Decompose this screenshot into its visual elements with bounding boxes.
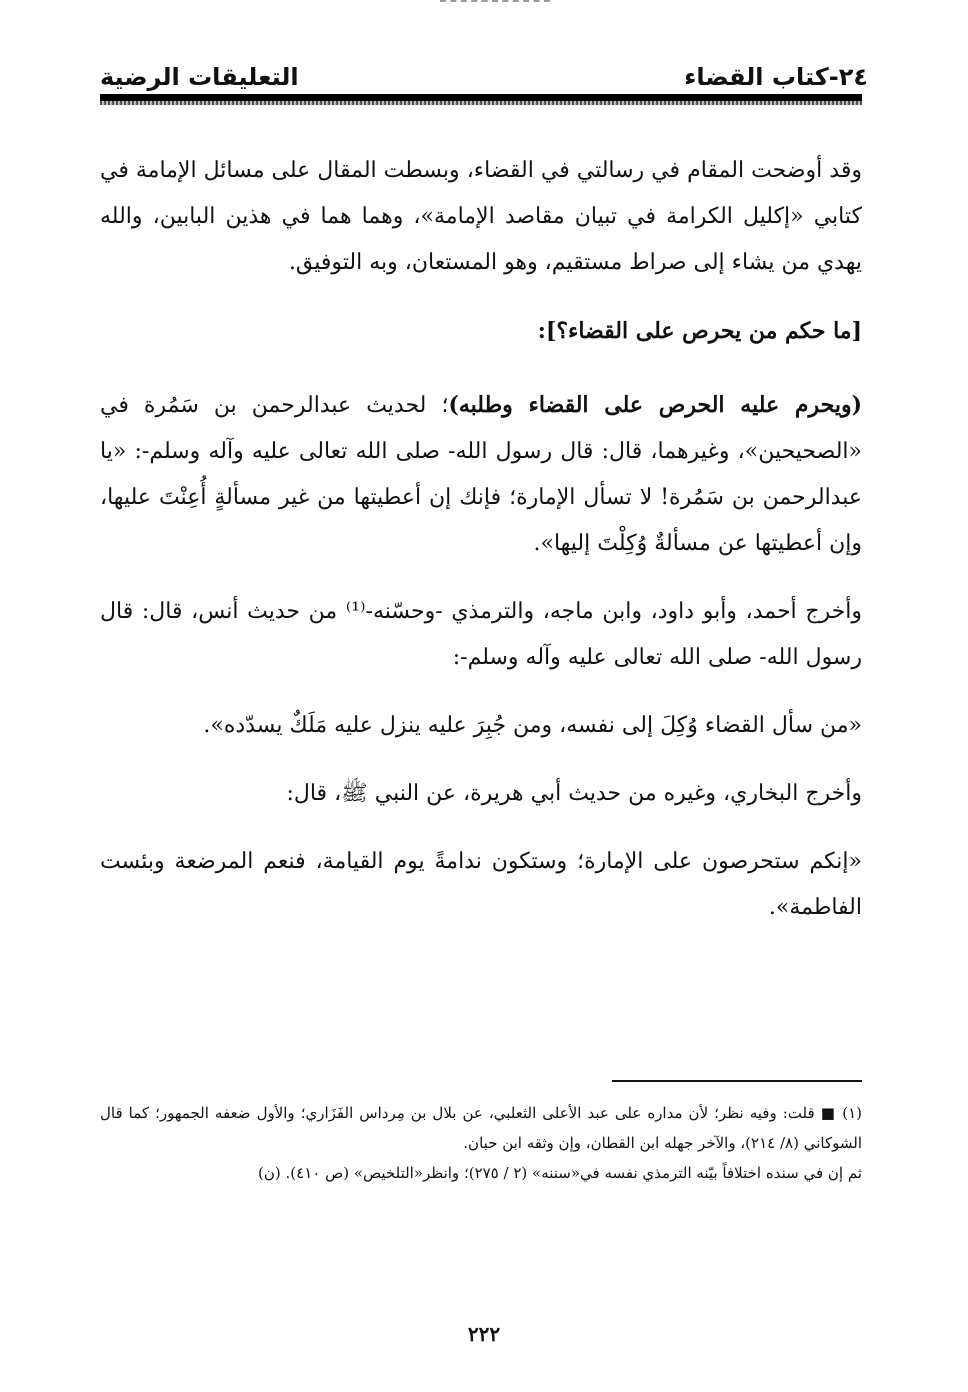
paragraph-intro: وقد أوضحت المقام في رسالتي في القضاء، وبسطت المقال على مسائل الإمامة في كتابي «إكليل الكرامة في تبيان مقاصد الإمامة»، وهما هما في هذين البابين، والله يهدي من يشاء إلى صراط مستقيم، وهو المستعان، وبه التوفيق.	[100, 158, 862, 275]
footnote-1-continued: ثم إن في سنده اختلافاً بيّنه الترمذي نفسه في«سننه» (٢ / ٢٧٥)؛ وانظر«التلخيص» (ص ٤١٠). (ن)	[258, 1164, 862, 1182]
hadith-quote-2: «إنكم ستحرصون على الإمارة؛ وستكون ندامةً يوم القيامة، فنعم المرضعة وبئست الفاطمة».	[100, 849, 862, 920]
header-rule	[100, 94, 862, 101]
chapter-title: ٢٤-كتاب القضاء	[684, 63, 868, 91]
footnotes	[100, 1098, 862, 1188]
running-header	[100, 52, 868, 92]
paragraph-hadith-1	[100, 382, 862, 567]
main-text	[100, 148, 862, 953]
hadith-quote-1: «من سأل القضاء وُكِلَ إلى نفسه، ومن جُبِرَ عليه ينزل عليه مَلَكٌ يسدّده».	[203, 713, 862, 738]
header-rule-shade	[100, 101, 862, 105]
footnote-1: (١) ■ قلت: وفيه نظر؛ لأن مداره على عبد الأعلى الثعلبي، عن بلال بن مِرداس الفَزَاري؛ والأول ضعفه الجمهور؛ كما قال الشوكاني (٨/ ٢١٤)، والآخر جهله ابن القطان، وإن وثقه ابن حبان.	[100, 1104, 862, 1152]
section-heading: [ما حكم من يحرص على القضاء؟]:	[537, 318, 862, 344]
paragraph-narration-2: وأخرج البخاري، وغيره من حديث أبي هريرة، عن النبي ﷺ، قال:	[286, 781, 862, 806]
footnote-separator	[612, 1080, 862, 1082]
matn-text: (ويحرم عليه الحرص على القضاء وطلبه)	[448, 392, 863, 418]
scan-top-marks	[440, 0, 550, 6]
page-number: ٢٢٢	[467, 1322, 501, 1346]
book-title: التعليقات الرضية	[100, 63, 299, 91]
commentary-text: ؛ لحديث عبدالرحمن بن سَمُرة في «الصحيحين»، وغيرهما، قال: قال رسول الله- صلى الله تعالى عليه وآله وسلم-: «يا عبدالرحمن بن سَمُرة! لا تسأل الإمارة؛ فإنك إن أعطيتها من غير مسألةٍ أُعِنْتَ عليها، وإن أعطيتها عن مسألةٌ وُكِلْتَ إليها».	[100, 393, 862, 556]
paragraph-narration-1: وأخرج أحمد، وأبو داود، وابن ماجه، والترمذي -وحسّنه-⁽¹⁾ من حديث أنس، قال: قال رسول الله- صلى الله تعالى عليه وآله وسلم-:	[100, 599, 862, 670]
